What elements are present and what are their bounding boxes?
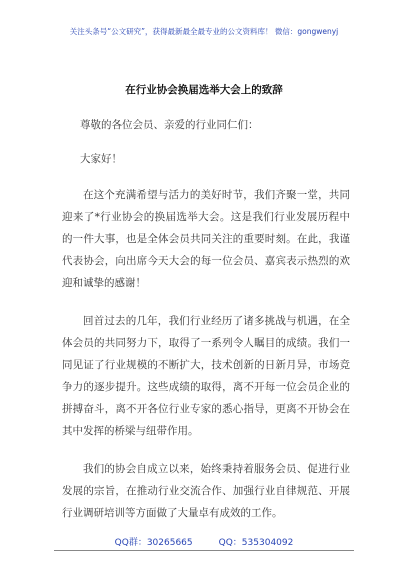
salutation: 尊敬的各位会员、亲爱的行业同仁们： [80,119,259,131]
document-title: 在行业协会换届选举大会上的致辞 [125,84,283,96]
footer-divider [54,550,354,551]
paragraph-3: 我们的协会自成立以来，始终秉持着服务会员、促进行业发展的宗旨，在推动行业交流合作、加强行业自律规范、开展行业调研培训等方面做了大量卓有成效的工作。 [62,463,350,519]
greeting: 大家好！ [80,153,122,165]
footer-qq-group: QQ群：30265665 [114,538,193,548]
footer-contact [0,535,408,548]
header-promo-note: 关注头条号“公文研究”，获得最新最全最专业的公文资料库！ 微信：gongwenyj [69,27,339,36]
footer-qq: QQ：535304092 [218,538,294,548]
paragraph-2: 回首过去的几年，我们行业经历了诸多挑战与机遇，在全体会员的共同努力下，取得了一系列令人瞩目的成绩。我们一同见证了行业规模的不断扩大，技术创新的日新月异，市场竞争力的逐步提升。这些成绩的取得，离不开每一位会员企业的拼搏奋斗，离不开各位行业专家的悉心指导，更离不开协会在其中发挥的桥梁与纽带作用。 [62,315,350,437]
paragraph-1: 在这个充满希望与活力的美好时节，我们齐聚一堂，共同迎来了*行业协会的换届选举大会。这是我们行业发展历程中的一件大事，也是全体会员共同关注的重要时刻。在此，我谨代表协会，向出席今天大会的每一位会员、嘉宾表示热烈的欢迎和诚挚的感谢！ [62,189,350,289]
